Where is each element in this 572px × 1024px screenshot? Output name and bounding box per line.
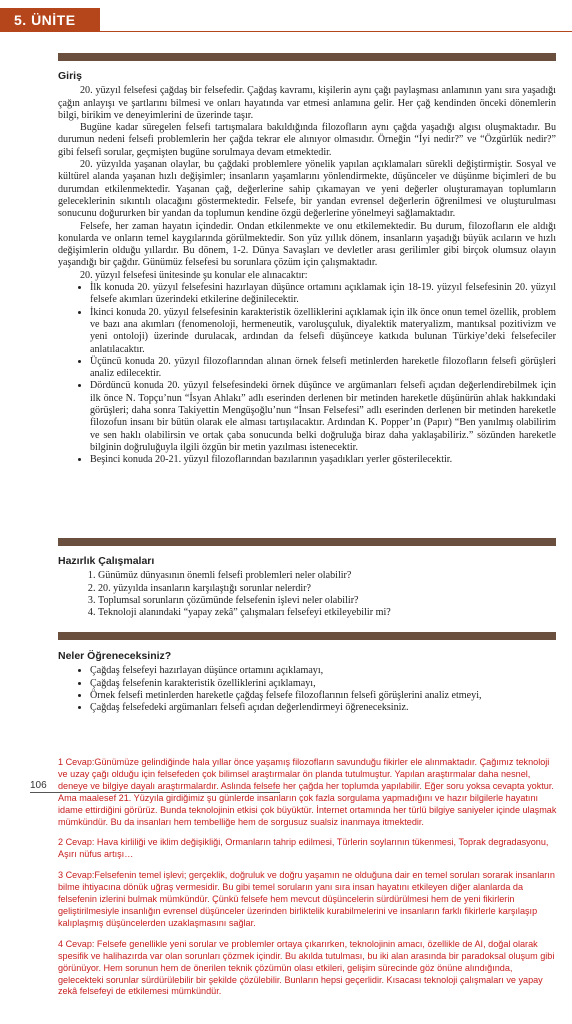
list-item: • Beşinci konuda 20-21. yüzyıl filozoflarından bazılarının yaşadıkları yerler gösterilecektir. (90, 454, 556, 466)
preparation-list (58, 570, 556, 619)
list-item: • Örnek felsefi metinlerden hareketle çağdaş felsefe filozoflarının felsefi görüşlerini analiz etmeyi, (90, 690, 556, 702)
answer-3: 3 Cevap:Felsefenin temel işlevi; gerçeklik, doğruluk ve doğru yaşamın ne olduğuna dair en temel soruları sorarak insanların bilme ihtiyacına dönük uğraş vermesidir. Bu gibi temel soruların yanı sıra insan hayatını etkileyen diğer alanlarda da felsefenin izlerini bulmak mümkündür. Çünkü felsefe hem mevcut düşüncelerin sürdürülmesi hem de yeni fikirlerin geliştirilmesiyle insanlığın evrensel düşünceler üzerinden birliktelik kurabilmelerini ve insanların farklı fikirlerle karşılaşıp kalıplaşmış düşüncelerden uzaklaşmasını sağlar. (58, 870, 555, 928)
list-item: • Çağdaş felsefenin karakteristik özelliklerini açıklamayı, (90, 678, 556, 690)
handwritten-answers (58, 757, 558, 1007)
unit-header (0, 0, 572, 36)
ogrenecek-heading: Neler Öğreneceksiniz? (58, 650, 172, 662)
list-item: • Dördüncü konuda 20. yüzyıl felsefesindeki örnek düşünce ve argümanları felsefi açıdan değerlendirebilmek için ilk önce N. Topçu’nun “İsyan Ahlakı” adlı eserinden derlenen bir metinden hareketle düşünürün ahlak hakkındaki görüşleri; daha sonra Takiyettin Mengüşoğlu’nun “İnsan Felsefesi” adlı eserinden derlenen bir metinden hareketle filozofun insanı bir bütün olarak ele alması tartışılacaktır. Ardından K. Popper’ın (Papır) “Ben yanılmış olabilirim ve sen haklı olabilirsin ve ortak çaba sonucunda belki doğruluğa biraz daha yaklaşabiliriz.” sözünden hareketle bilginin doğruluğuyla ilgili özgün bir metin yazılması istenecektir. (90, 380, 556, 454)
objectives-list (58, 665, 556, 714)
giris-section (58, 70, 556, 467)
section-divider (58, 538, 556, 546)
unit-label: 5. ÜNİTE (0, 8, 100, 32)
list-item: • İlk konuda 20. yüzyıl felsefesini hazırlayan düşünce ortamını açıklamak için 18-19. yüzyıl felsefesinin 20. yüzyıl felsefe akımları üzerindeki etkilerine değinilecektir. (90, 282, 556, 307)
hazirlik-heading: Hazırlık Çalışmaları (58, 555, 155, 567)
paragraph: 20. yüzyılda yaşanan olaylar, bu çağdaki problemlere yönelik yapılan açıklamaları sürekli değiştirmiştir. Sosyal ve kültürel alanda yaşanan hızlı değişimler; insanların yaşamlarını yönlendirmekte, düşünceler ve düşünme biçimleri de bu durumdan etkilenmektedir. Yaşanan çağ, değerlerine sahip çıkamayan ve yeni değerler oluşturamayan toplumların geleceklerinin sıkıntılı olacağını göstermektedir. Felsefe, bir yandan evrensel değerlerin öğrenilmesi ve oluşturulması sonucunu doğururken bir yandan da toplumun kendine özgü değerlerine yönelmeyi sağlamaktadır. (58, 159, 556, 220)
answer-2: 2 Cevap: Hava kirliliği ve iklim değişikliği, Ormanların tahrip edilmesi, Türlerin soylarının tükenmesi, Toprak degradasyonu, Aşırı nüfus artışı… (58, 837, 549, 860)
ogrenecek-section (58, 650, 556, 714)
list-item: • İkinci konuda 20. yüzyıl felsefesinin karakteristik özelliklerini açıklamak için ilk önce onun temel özellik, problem ve bazı ana akımları (fenomenoloji, hermeneutik, varoluşçuluk, diyalektik materyalizm, mantıksal pozitivizm ve yeni ontoloji) üzerinde durulacak, ardından da felsefi düşünceye katkıda bulunan Türkiye’deki felsefeciler anlatılacaktır. (90, 307, 556, 356)
topics-intro: 20. yüzyıl felsefesi ünitesinde şu konular ele alınacaktır: (80, 269, 308, 281)
list-item: 2. 20. yüzyılda insanların karşılaştığı sorunlar nelerdir? (98, 583, 556, 595)
paragraph: Felsefe, her zaman hayatın içindedir. Ondan etkilenmekte ve onu etkilemektedir. Bu durum, filozofların ele aldığı konularda ve onların temel kaygılarında görülmektedir. Son yüz yıllık dönem, insanların yaşadığı büyük acıların ve hızlı değişimlerin olduğu yıllardır. Bu dönem, 1-2. Dünya Savaşları ve devletler arası gerilimler gibi birçok olumsuz olayın yaşandığı bir çağdır. Günümüz felsefesi bu sorunlara çözüm için çalışmaktadır. (58, 220, 556, 269)
hazirlik-section (58, 555, 556, 619)
page-number: 106 (30, 780, 47, 791)
answer-1: 1 Cevap:Günümüze gelindiğinde hala yıllar önce yaşamış filozofların savunduğu fikirler ele alınmaktadır. Çağımız teknoloji ve uzay çağı olduğu için felsefeden çok bilimsel araştırmalar ön planda tutulmuştur. Yapılan araştırmalar daha nesnel, deneye ve bilgiye dayalı araştırmalardır. Aslında felsefe her çağda her toplumda yapılabilir. Eğer soru yoksa cevapta yoktur. Ama maalesef 21. Yüzyıla girdiğimiz şu günlerde insanların çok fazla sorgulama yapmadığını ve hazır bilgilerle hayatını idame ettirdiğini görürüz. Bunda teknolojinin etkisi çok büyüktür. İnternet ortamında her türlü bilgiye saniyeler içinde ulaşmak mümkündür. Bu da insanları hem tembelliğe hem de sorgusuz sualsiz inanmaya itmektedir. (58, 757, 557, 827)
list-item: • Çağdaş felsefeyi hazırlayan düşünce ortamını açıklamayı, (90, 665, 556, 677)
giris-heading: Giriş (58, 70, 82, 82)
paragraph: Bugüne kadar süregelen felsefi tartışmalara bakıldığında filozofların aynı çağda yaşadığı algısı oluşmaktadır. Bu durumun nedeni felsefi problemlerin her çağda tekrar ele alınıyor olmasıdır. Örneğin “İyi nedir?” ve “Özgürlük nedir?” gibi felsefi sorular, geçmişten bugüne sorulmaya devam etmektedir. (58, 122, 556, 158)
list-item: 1. Günümüz dünyasının önemli felsefi problemleri neler olabilir? (98, 570, 556, 582)
section-divider (58, 632, 556, 640)
unit-header-line (100, 31, 572, 32)
section-divider (58, 53, 556, 61)
list-item: 3. Toplumsal sorunların çözümünde felsefenin işlevi neler olabilir? (98, 595, 556, 607)
list-item: 4. Teknoloji alanındaki “yapay zekâ” çalışmaları felsefeyi etkileyebilir mi? (98, 607, 556, 619)
paragraph: 20. yüzyıl felsefesi çağdaş bir felsefedir. Çağdaş kavramı, kişilerin aynı çağı paylaşması anlamının yanı sıra yaşadığı çağın anlayışı ve şartlarını bilmesi ve onları hayatında var etmesi anlamına gelir. Her çağ kendinden önceki dönemlerin bilgi, birikim ve deneyimlerini de üzerinde taşır. (58, 85, 556, 121)
answer-4: 4 Cevap: Felsefe genellikle yeni sorular ve problemler ortaya çıkarırken, teknolojinin amacı, özellikle de AI, doğal olarak spesifik ve halihazırda var olan sorunları çözmek içindir. Bu akılda tutulması, bu iki alan arasında bir paradoksal oluşum gibi görünüyor. Hem sorunun hem de önerilen teknik çözümün olası etkileri, gelişim sürecinde göz önüne alındığında, gelecekteki sorunlar sürdürülebilir bir şekilde çözülebilir. Bunların hepsi geçerlidir. Kısacası teknoloji çalışmaları ve yapay zekâ felsefeyi de etkilemesi mümkündür. (58, 938, 555, 997)
list-item: • Çağdaş felsefedeki argümanları felsefi açıdan değerlendirmeyi öğreneceksiniz. (90, 702, 556, 714)
topics-list (58, 282, 556, 466)
list-item: • Üçüncü konuda 20. yüzyıl filozoflarından alınan örnek felsefi metinlerden hareketle filozofların felsefi görüşleri analiz edilecektir. (90, 356, 556, 381)
